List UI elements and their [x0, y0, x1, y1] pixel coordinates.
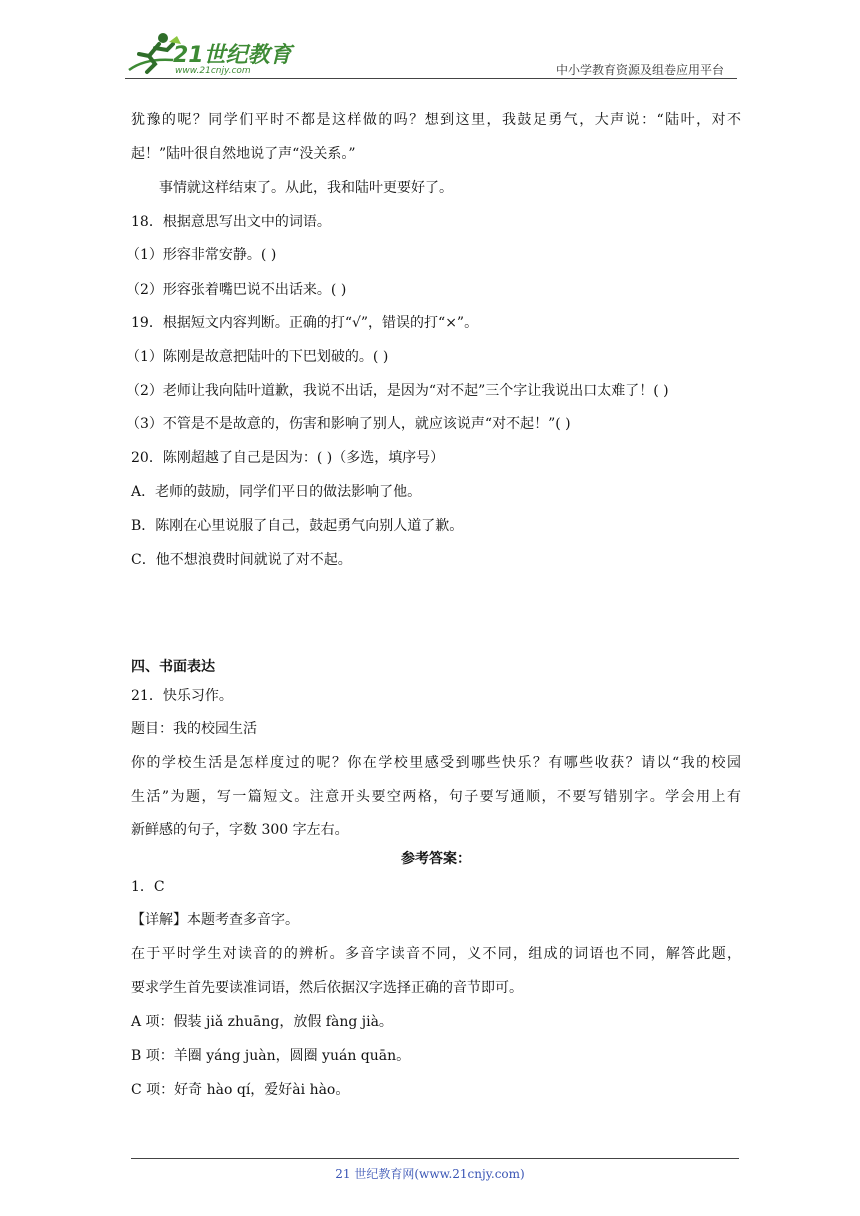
question-20-option-b: B．陈刚在心里说服了自己，鼓起勇气向别人道了歉。 [131, 518, 464, 534]
answer-1-explanation-2: 要求学生首先要读准词语，然后依据汉字选择正确的音节即可。 [131, 980, 523, 996]
question-21: 21．快乐习作。 [131, 688, 233, 704]
question-21-prompt-1: 你的学校生活是怎样度过的呢？你在学校里感受到哪些快乐？有哪些收获？请以“我的校园 [131, 755, 741, 771]
answer-1-option-b: B 项：羊圈 yáng juàn，圆圈 yuán quān。 [131, 1048, 411, 1064]
question-19: 19．根据短文内容判断。正确的打“√”，错误的打“×”。 [131, 315, 479, 331]
question-21-prompt-3: 新鲜感的句子，字数 300 字左右。 [131, 822, 349, 838]
footer-divider [131, 1158, 739, 1159]
answer-1-detail: 【详解】本题考查多音字。 [131, 912, 299, 928]
logo-text: 21世纪教育 [173, 43, 292, 68]
platform-title: 中小学教育资源及组卷应用平台 [555, 63, 724, 77]
footer-link[interactable]: 21 世纪教育网(www.21cnjy.com) [335, 1167, 525, 1181]
page-header [125, 30, 737, 80]
story-line-3: 事情就这样结束了。从此，我和陆叶更要好了。 [159, 180, 453, 196]
answer-1-option-c: C 项：好奇 hào qí，爱好ài hào。 [131, 1082, 350, 1098]
answers-heading: 参考答案： [401, 851, 471, 867]
question-21-title: 题目：我的校园生活 [131, 721, 257, 737]
logo-url: www.21cnjy.com [175, 66, 251, 76]
question-19-1: （1）陈刚是故意把陆叶的下巴划破的。( ) [126, 349, 389, 365]
question-18-2: （2）形容张着嘴巴说不出话来。( ) [126, 282, 347, 298]
question-19-3: （3）不管是不是故意的，伤害和影响了别人，就应该说声“对不起！”( ) [126, 416, 571, 432]
question-18-1: （1）形容非常安静。( ) [126, 247, 277, 263]
answer-1-option-a: A 项：假装 jiǎ zhuāng，放假 fàng jià。 [131, 1014, 393, 1030]
site-logo[interactable] [125, 30, 295, 78]
story-line-2: 起！”陆叶很自然地说了声“没关系。” [131, 146, 356, 162]
question-19-2: （2）老师让我向陆叶道歉，我说不出话，是因为“对不起”三个字让我说出口太难了！( ) [126, 383, 669, 399]
answer-1-explanation-1: 在于平时学生对读音的的辨析。多音字读音不同，义不同，组成的词语也不同，解答此题， [131, 946, 741, 962]
answer-1: 1．C [131, 879, 165, 895]
question-20: 20．陈刚超越了自己是因为：( )（多选，填序号） [131, 450, 445, 466]
question-20-option-a: A．老师的鼓励，同学们平日的做法影响了他。 [131, 484, 422, 500]
story-line-1: 犹豫的呢？同学们平时不都是这样做的吗？想到这里，我鼓足勇气，大声说：“陆叶，对不 [131, 112, 741, 128]
section-heading: 四、书面表达 [131, 659, 215, 675]
header-divider [125, 78, 737, 79]
question-20-option-c: C．他不想浪费时间就说了对不起。 [131, 552, 352, 568]
question-21-prompt-2: 生活”为题，写一篇短文。注意开头要空两格，句子要写通顺，不要写错别字。学会用上有 [131, 789, 741, 805]
question-18: 18．根据意思写出文中的词语。 [131, 214, 331, 230]
